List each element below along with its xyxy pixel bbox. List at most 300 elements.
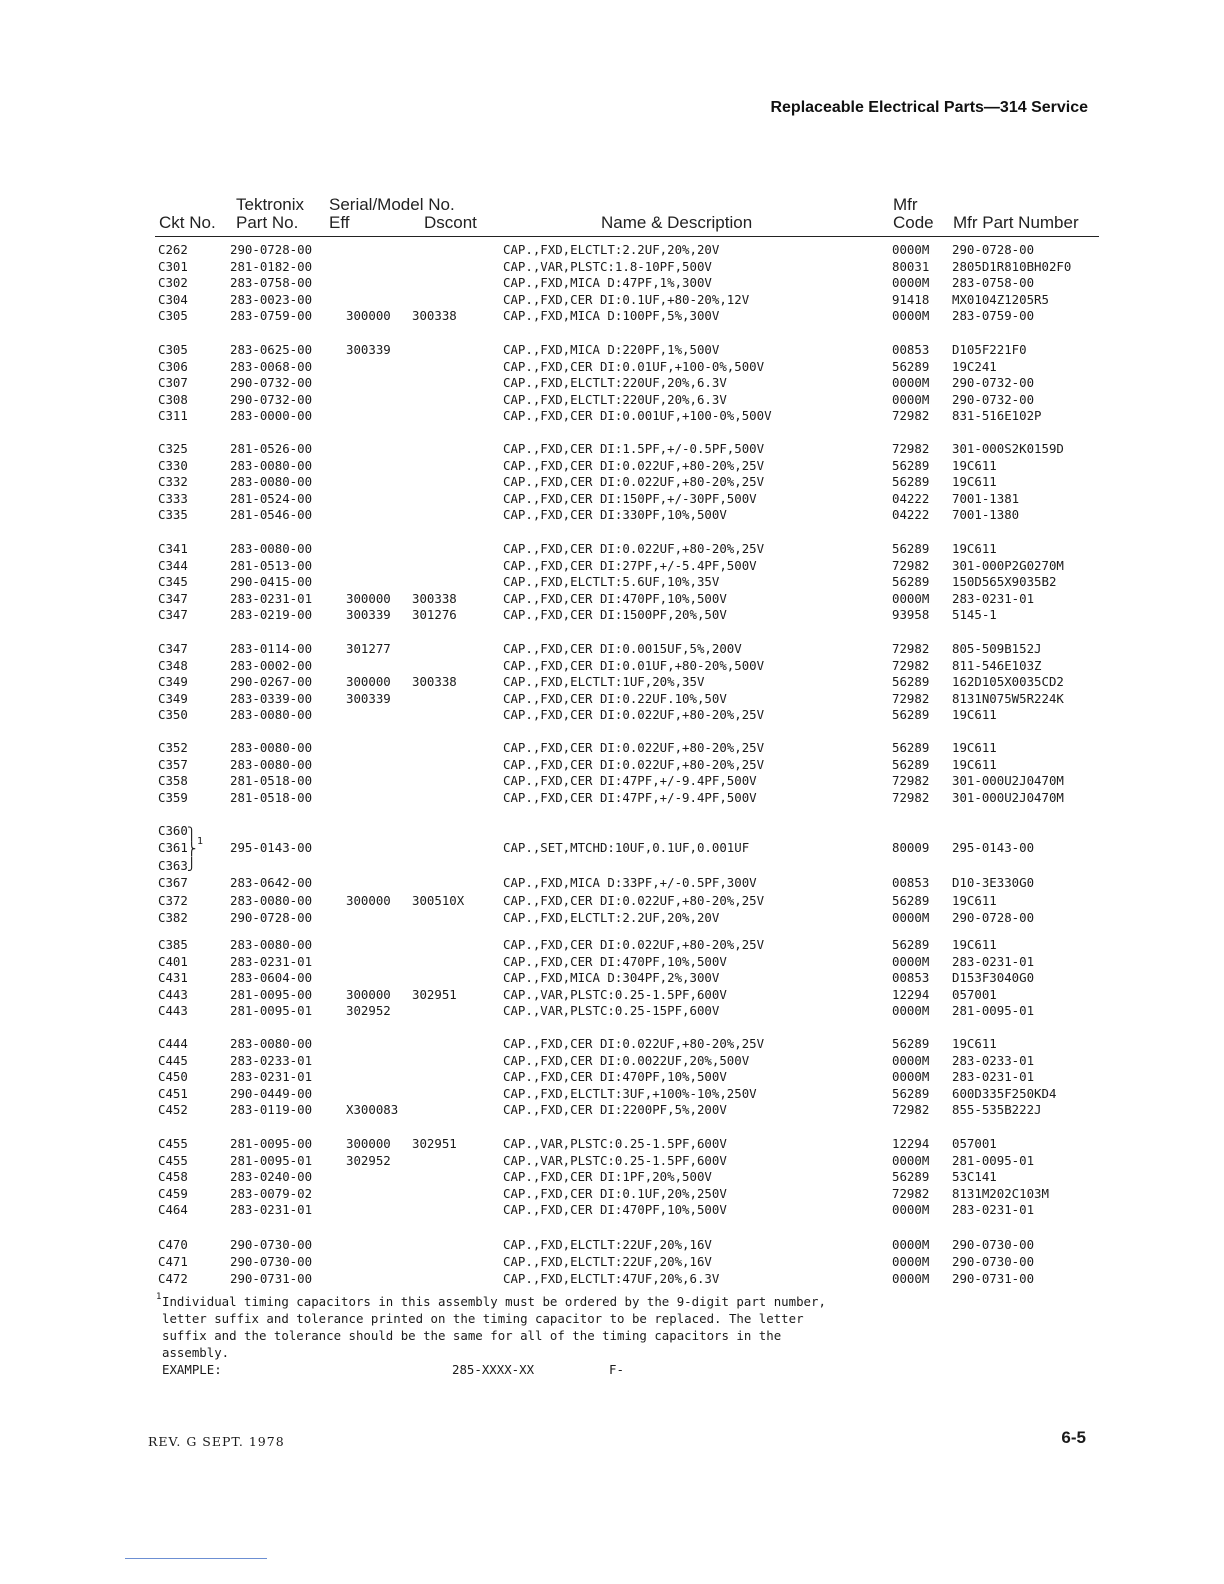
cell-part-no: 281-0518-00: [230, 789, 313, 805]
cell-ckt-no: C445: [158, 1052, 188, 1068]
cell-part-no: 283-0625-00: [230, 342, 313, 357]
col-head-mfr-part-number: Mfr Part Number: [953, 213, 1079, 232]
cell-mfr-code: 72982: [892, 441, 930, 456]
cell-ckt-no: C367: [158, 875, 188, 891]
cell-ckt-no: C382: [158, 910, 188, 925]
col-head-eff: Eff: [329, 213, 350, 232]
cell-description: CAP.,FXD,CER DI:1PF,20%,500V: [503, 1169, 712, 1185]
col-head-dscont: Dscont: [424, 213, 477, 232]
cell-part-no: 283-0233-01: [230, 1052, 313, 1068]
cell-part-no: 290-0732-00: [230, 391, 313, 407]
cell-mfr-code: 72982: [892, 773, 930, 789]
cell-description: CAP.,FXD,CER DI:470PF,10%,500V: [503, 590, 727, 606]
cell-description: CAP.,FXD,ELCTLT:47UF,20%,6.3V: [503, 1271, 720, 1286]
cell-part-no: 283-0758-00: [230, 275, 313, 291]
cell-mfr-part-number: 290-0730-00: [952, 1254, 1035, 1269]
cell-mfr-part-number: 290-0732-00: [952, 375, 1035, 391]
cell-description: CAP.,FXD,CER DI:0.022UF,+80-20%,25V: [503, 541, 765, 556]
cell-ckt-no: C325: [158, 441, 188, 456]
cell-mfr-code: 56289: [892, 1169, 930, 1185]
cell-description: CAP.,FXD,ELCTLT:22UF,20%,16V: [503, 1237, 712, 1252]
cell-eff: 300339: [346, 690, 391, 706]
cell-mfr-code: 56289: [892, 740, 930, 755]
cell-ckt-no: C301: [158, 258, 188, 274]
cell-ckt-no: C471: [158, 1254, 188, 1269]
cell-mfr-part-number: 19C611: [952, 474, 997, 490]
cell-description: CAP.,FXD,CER DI:0.1UF,20%,250V: [503, 1185, 727, 1201]
cell-eff: 300000: [346, 590, 391, 606]
cell-description: CAP.,FXD,CER DI:47PF,+/-9.4PF,500V: [503, 789, 757, 805]
cell-ckt-no: C360: [158, 823, 188, 838]
cell-mfr-part-number: 19C611: [952, 937, 997, 952]
cell-description: CAP.,FXD,CER DI:1500PF,20%,50V: [503, 607, 727, 623]
cell-mfr-part-number: 283-0231-01: [952, 953, 1035, 969]
set-brace: ⎫: [188, 826, 196, 841]
cell-ckt-no: C308: [158, 391, 188, 407]
cell-part-no: 283-0339-00: [230, 690, 313, 706]
cell-ckt-no: C311: [158, 408, 188, 424]
cell-description: CAP.,FXD,CER DI:0.022UF,+80-20%,25V: [503, 892, 765, 908]
cell-mfr-code: 56289: [892, 707, 930, 723]
cell-mfr-part-number: 290-0728-00: [952, 910, 1035, 925]
cell-mfr-part-number: 7001-1381: [952, 490, 1020, 506]
cell-mfr-code: 0000M: [892, 1152, 930, 1168]
cell-ckt-no: C347: [158, 641, 188, 656]
cell-mfr-code: 0000M: [892, 308, 930, 324]
cell-part-no: 283-0080-00: [230, 457, 313, 473]
cell-part-no: 283-0080-00: [230, 756, 313, 772]
cell-ckt-no: C464: [158, 1202, 188, 1218]
cell-mfr-part-number: 301-000U2J0470M: [952, 773, 1064, 789]
cell-description: CAP.,FXD,ELCTLT:220UF,20%,6.3V: [503, 375, 727, 391]
cell-mfr-part-number: 295-0143-00: [952, 840, 1035, 856]
cell-mfr-part-number: 19C241: [952, 358, 997, 374]
cell-mfr-code: 0000M: [892, 1237, 930, 1252]
cell-part-no: 283-0080-00: [230, 740, 313, 755]
cell-ckt-no: C335: [158, 507, 188, 523]
cell-ckt-no: C361: [158, 840, 188, 856]
cell-mfr-part-number: 811-546E103Z: [952, 657, 1042, 673]
revision-date: REV. G SEPT. 1978: [148, 1434, 285, 1449]
col-head-code: Code: [893, 213, 934, 232]
cell-description: CAP.,FXD,ELCTLT:1UF,20%,35V: [503, 674, 705, 690]
footnote-line: Individual timing capacitors in this assembly must be ordered by the 9-digit part number,: [162, 1294, 826, 1309]
cell-ckt-no: C385: [158, 937, 188, 952]
cell-mfr-code: 56289: [892, 541, 930, 556]
cell-description: CAP.,FXD,CER DI:0.0015UF,5%,200V: [503, 641, 742, 656]
cell-ckt-no: C262: [158, 242, 188, 257]
cell-part-no: 281-0518-00: [230, 773, 313, 789]
cell-part-no: 283-0119-00: [230, 1102, 313, 1118]
cell-part-no: 290-0730-00: [230, 1254, 313, 1269]
cell-part-no: 281-0526-00: [230, 441, 313, 456]
cell-mfr-code: 0000M: [892, 953, 930, 969]
cell-part-no: 283-0023-00: [230, 291, 313, 307]
col-head-serial-model: Serial/Model No.: [329, 195, 455, 214]
cell-mfr-code: 56289: [892, 674, 930, 690]
col-head-name-description: Name & Description: [601, 213, 753, 232]
cell-ckt-no: C350: [158, 707, 188, 723]
cell-ckt-no: C358: [158, 773, 188, 789]
cell-ckt-no: C472: [158, 1271, 188, 1286]
cell-mfr-code: 80009: [892, 840, 930, 856]
cell-mfr-part-number: MX0104Z1205R5: [952, 291, 1049, 307]
cell-ckt-no: C345: [158, 574, 188, 590]
cell-mfr-part-number: 53C141: [952, 1169, 997, 1185]
cell-mfr-code: 12294: [892, 986, 930, 1002]
cell-eff: X300083: [346, 1102, 399, 1118]
cell-mfr-part-number: 19C611: [952, 756, 997, 772]
cell-ckt-no: C332: [158, 474, 188, 490]
cell-part-no: 283-0080-00: [230, 937, 313, 952]
cell-part-no: 283-0080-00: [230, 892, 313, 908]
cell-description: CAP.,FXD,MICA D:100PF,5%,300V: [503, 308, 720, 324]
cell-description: CAP.,FXD,CER DI:0.001UF,+100-0%,500V: [503, 408, 772, 424]
cell-part-no: 290-0730-00: [230, 1237, 313, 1252]
cell-ckt-no: C341: [158, 541, 188, 556]
cell-description: CAP.,FXD,CER DI:0.022UF,+80-20%,25V: [503, 474, 765, 490]
cell-mfr-part-number: 281-0095-01: [952, 1152, 1035, 1168]
cell-ckt-no: C302: [158, 275, 188, 291]
col-head-ckt-no: Ckt No.: [159, 213, 216, 232]
footnote-mark: 1: [156, 1292, 162, 1302]
cell-description: CAP.,FXD,ELCTLT:220UF,20%,6.3V: [503, 391, 727, 407]
cell-ckt-no: C431: [158, 970, 188, 986]
cell-mfr-code: 0000M: [892, 375, 930, 391]
cell-description: CAP.,FXD,CER DI:470PF,10%,500V: [503, 1069, 727, 1085]
footnote-line: letter suffix and tolerance printed on the timing capacitor to be replaced. The letter: [162, 1311, 804, 1326]
cell-mfr-code: 72982: [892, 690, 930, 706]
cell-ckt-no: C444: [158, 1036, 188, 1051]
cell-mfr-code: 12294: [892, 1136, 930, 1151]
cell-mfr-code: 56289: [892, 457, 930, 473]
cell-ckt-no: C304: [158, 291, 188, 307]
cell-mfr-code: 72982: [892, 557, 930, 573]
cell-eff: 300000: [346, 674, 391, 690]
cell-mfr-part-number: 283-0231-01: [952, 1202, 1035, 1218]
cell-part-no: 281-0095-01: [230, 1152, 313, 1168]
cell-ckt-no: C305: [158, 342, 188, 357]
cell-mfr-part-number: 5145-1: [952, 607, 997, 623]
cell-part-no: 281-0095-00: [230, 986, 313, 1002]
cell-ckt-no: C443: [158, 1003, 188, 1019]
cell-ckt-no: C372: [158, 892, 188, 908]
col-head-tektronix: Tektronix: [236, 195, 305, 214]
cell-mfr-part-number: 8131N075W5R224K: [952, 690, 1064, 706]
cell-dscont: 302951: [412, 986, 457, 1002]
cell-mfr-code: 0000M: [892, 242, 930, 257]
example-part: 285-XXXX-XX: [452, 1362, 535, 1377]
cell-mfr-code: 80031: [892, 258, 930, 274]
cell-eff: 300339: [346, 342, 391, 357]
cell-ckt-no: C455: [158, 1136, 188, 1151]
cell-part-no: 281-0095-00: [230, 1136, 313, 1151]
cell-description: CAP.,FXD,ELCTLT:5.6UF,10%,35V: [503, 574, 720, 590]
cell-mfr-part-number: 283-0231-01: [952, 1069, 1035, 1085]
cell-mfr-part-number: 831-516E102P: [952, 408, 1042, 424]
cell-mfr-code: 00853: [892, 970, 930, 986]
cell-mfr-part-number: 8131M202C103M: [952, 1185, 1049, 1201]
cell-description: CAP.,SET,MTCHD:10UF,0.1UF,0.001UF: [503, 840, 750, 856]
cell-part-no: 281-0513-00: [230, 557, 313, 573]
col-head-part-no: Part No.: [236, 213, 299, 232]
cell-description: CAP.,FXD,ELCTLT:3UF,+100%-10%,250V: [503, 1085, 757, 1101]
cell-ckt-no: C349: [158, 674, 188, 690]
cell-mfr-part-number: 281-0095-01: [952, 1003, 1035, 1019]
page-number: 6-5: [1061, 1428, 1086, 1447]
cell-mfr-code: 56289: [892, 1036, 930, 1051]
cell-mfr-code: 0000M: [892, 1202, 930, 1218]
cell-mfr-part-number: 19C611: [952, 1036, 997, 1051]
cell-eff: 300000: [346, 1136, 391, 1151]
cell-description: CAP.,VAR,PLSTC:0.25-1.5PF,600V: [503, 986, 727, 1002]
cell-ckt-no: C451: [158, 1085, 188, 1101]
cell-mfr-part-number: D105F221F0: [952, 342, 1027, 357]
cell-dscont: 301276: [412, 607, 457, 623]
cell-dscont: 302951: [412, 1136, 457, 1151]
cell-mfr-part-number: 150D565X9035B2: [952, 574, 1057, 590]
cell-mfr-code: 00853: [892, 875, 930, 891]
cell-description: CAP.,FXD,CER DI:0.022UF,+80-20%,25V: [503, 937, 765, 952]
cell-ckt-no: C349: [158, 690, 188, 706]
cell-part-no: 283-0114-00: [230, 641, 313, 656]
cell-mfr-part-number: 290-0731-00: [952, 1271, 1035, 1286]
cell-mfr-code: 56289: [892, 574, 930, 590]
cell-mfr-part-number: 283-0231-01: [952, 590, 1035, 606]
cell-part-no: 283-0231-01: [230, 953, 313, 969]
cell-description: CAP.,FXD,CER DI:150PF,+/-30PF,500V: [503, 490, 757, 506]
cell-ckt-no: C348: [158, 657, 188, 673]
cell-eff: 300000: [346, 986, 391, 1002]
cell-mfr-code: 04222: [892, 507, 930, 523]
cell-eff: 301277: [346, 641, 391, 656]
cell-mfr-part-number: 283-0233-01: [952, 1052, 1035, 1068]
cell-part-no: 281-0095-01: [230, 1003, 313, 1019]
cell-mfr-code: 56289: [892, 937, 930, 952]
cell-mfr-code: 93958: [892, 607, 930, 623]
cell-description: CAP.,VAR,PLSTC:1.8-10PF,500V: [503, 258, 712, 274]
cell-ckt-no: C347: [158, 590, 188, 606]
cell-part-no: 290-0731-00: [230, 1271, 313, 1286]
cell-description: CAP.,FXD,CER DI:0.01UF,+100-0%,500V: [503, 358, 765, 374]
cell-mfr-part-number: 805-509B152J: [952, 641, 1042, 656]
cell-part-no: 283-0080-00: [230, 474, 313, 490]
cell-mfr-code: 00853: [892, 342, 930, 357]
cell-mfr-code: 0000M: [892, 275, 930, 291]
cell-description: CAP.,FXD,CER DI:2200PF,5%,200V: [503, 1102, 727, 1118]
cell-ckt-no: C333: [158, 490, 188, 506]
cell-mfr-part-number: 290-0728-00: [952, 242, 1035, 257]
cell-description: CAP.,FXD,CER DI:27PF,+/-5.4PF,500V: [503, 557, 757, 573]
cell-mfr-part-number: 7001-1380: [952, 507, 1020, 523]
cell-mfr-part-number: 19C611: [952, 707, 997, 723]
cell-mfr-part-number: 855-535B222J: [952, 1102, 1042, 1118]
cell-ckt-no: C443: [158, 986, 188, 1002]
cell-description: CAP.,FXD,CER DI:1.5PF,+/-0.5PF,500V: [503, 441, 765, 456]
cell-part-no: 281-0546-00: [230, 507, 313, 523]
cell-mfr-code: 0000M: [892, 1069, 930, 1085]
cell-ckt-no: C306: [158, 358, 188, 374]
cell-ckt-no: C450: [158, 1069, 188, 1085]
col-head-mfr: Mfr: [893, 195, 918, 214]
cell-mfr-code: 0000M: [892, 1003, 930, 1019]
cell-part-no: 283-0604-00: [230, 970, 313, 986]
cell-mfr-part-number: 2805D1R810BH02F0: [952, 258, 1072, 274]
cell-ckt-no: C352: [158, 740, 188, 755]
cell-mfr-part-number: 057001: [952, 1136, 997, 1151]
cell-part-no: 290-0267-00: [230, 674, 313, 690]
cell-mfr-code: 0000M: [892, 1271, 930, 1286]
cell-mfr-code: 72982: [892, 657, 930, 673]
example-suffix: F-: [609, 1362, 624, 1377]
cell-description: CAP.,VAR,PLSTC:0.25-1.5PF,600V: [503, 1152, 727, 1168]
bottom-rule: [125, 1558, 267, 1559]
cell-description: CAP.,FXD,CER DI:330PF,10%,500V: [503, 507, 727, 523]
cell-description: CAP.,FXD,CER DI:0.1UF,+80-20%,12V: [503, 291, 750, 307]
cell-part-no: 290-0449-00: [230, 1085, 313, 1101]
cell-part-no: 283-0231-01: [230, 1069, 313, 1085]
cell-mfr-code: 0000M: [892, 391, 930, 407]
cell-part-no: 281-0524-00: [230, 490, 313, 506]
cell-description: CAP.,FXD,ELCTLT:22UF,20%,16V: [503, 1254, 712, 1269]
cell-ckt-no: C357: [158, 756, 188, 772]
cell-part-no: 283-0240-00: [230, 1169, 313, 1185]
cell-mfr-part-number: 290-0732-00: [952, 391, 1035, 407]
cell-part-no: 283-0079-02: [230, 1185, 313, 1201]
cell-mfr-part-number: 19C611: [952, 541, 997, 556]
cell-mfr-part-number: 290-0730-00: [952, 1237, 1035, 1252]
cell-mfr-code: 72982: [892, 1185, 930, 1201]
cell-description: CAP.,FXD,CER DI:0.022UF,+80-20%,25V: [503, 740, 765, 755]
cell-description: CAP.,VAR,PLSTC:0.25-1.5PF,600V: [503, 1136, 727, 1151]
cell-ckt-no: C344: [158, 557, 188, 573]
cell-part-no: 283-0759-00: [230, 308, 313, 324]
cell-description: CAP.,FXD,CER DI:470PF,10%,500V: [503, 953, 727, 969]
set-brace-mid: ⎬: [188, 841, 196, 856]
cell-part-no: 290-0415-00: [230, 574, 313, 590]
set-brace-end: ⎭: [188, 856, 196, 871]
cell-ckt-no: C307: [158, 375, 188, 391]
cell-mfr-code: 56289: [892, 474, 930, 490]
cell-ckt-no: C347: [158, 607, 188, 623]
cell-description: CAP.,FXD,ELCTLT:2.2UF,20%,20V: [503, 242, 720, 257]
cell-description: CAP.,FXD,MICA D:220PF,1%,500V: [503, 342, 720, 357]
cell-mfr-code: 72982: [892, 408, 930, 424]
cell-mfr-part-number: 057001: [952, 986, 997, 1002]
cell-part-no: 283-0080-00: [230, 707, 313, 723]
cell-ckt-no: C452: [158, 1102, 188, 1118]
cell-description: CAP.,FXD,CER DI:0.01UF,+80-20%,500V: [503, 657, 765, 673]
cell-ckt-no: C363: [158, 857, 188, 873]
cell-mfr-code: 0000M: [892, 1052, 930, 1068]
cell-ckt-no: C455: [158, 1152, 188, 1168]
cell-mfr-code: 56289: [892, 358, 930, 374]
cell-dscont: 300338: [412, 590, 457, 606]
cell-mfr-part-number: 600D335F250KD4: [952, 1085, 1057, 1101]
cell-description: CAP.,FXD,MICA D:47PF,1%,300V: [503, 275, 712, 291]
cell-ckt-no: C305: [158, 308, 188, 324]
cell-mfr-code: 0000M: [892, 910, 930, 925]
cell-part-no: 283-0068-00: [230, 358, 313, 374]
cell-mfr-part-number: 301-000S2K0159D: [952, 441, 1064, 456]
cell-mfr-part-number: 283-0758-00: [952, 275, 1035, 291]
footnote-line: suffix and the tolerance should be the same for all of the timing capacitors in the: [162, 1328, 782, 1343]
cell-mfr-code: 72982: [892, 1102, 930, 1118]
cell-ckt-no: C459: [158, 1185, 188, 1201]
cell-description: CAP.,FXD,CER DI:47PF,+/-9.4PF,500V: [503, 773, 757, 789]
cell-mfr-part-number: 162D105X0035CD2: [952, 674, 1064, 690]
cell-description: CAP.,FXD,CER DI:0.022UF,+80-20%,25V: [503, 1036, 765, 1051]
footnote-line: assembly.: [162, 1345, 230, 1360]
cell-mfr-part-number: D10-3E330G0: [952, 875, 1035, 891]
cell-description: CAP.,FXD,CER DI:0.0022UF,20%,500V: [503, 1052, 750, 1068]
cell-ckt-no: C458: [158, 1169, 188, 1185]
cell-dscont: 300510X: [412, 892, 465, 908]
cell-part-no: 283-0080-00: [230, 541, 313, 556]
cell-eff: 300339: [346, 607, 391, 623]
cell-part-no: 283-0642-00: [230, 875, 313, 891]
cell-description: CAP.,FXD,CER DI:0.022UF,+80-20%,25V: [503, 707, 765, 723]
cell-mfr-part-number: 19C611: [952, 892, 997, 908]
cell-mfr-part-number: 301-000P2G0270M: [952, 557, 1064, 573]
cell-mfr-part-number: 301-000U2J0470M: [952, 789, 1064, 805]
cell-part-no: 283-0080-00: [230, 1036, 313, 1051]
cell-mfr-code: 56289: [892, 892, 930, 908]
cell-description: CAP.,FXD,CER DI:0.22UF.10%,50V: [503, 690, 727, 706]
cell-part-no: 283-0231-01: [230, 590, 313, 606]
example-label: EXAMPLE:: [162, 1362, 222, 1377]
header-rule: [155, 236, 1099, 237]
page-header-title: Replaceable Electrical Parts—314 Service: [770, 99, 1088, 116]
cell-mfr-code: 56289: [892, 1085, 930, 1101]
cell-eff: 300000: [346, 308, 391, 324]
cell-mfr-code: 91418: [892, 291, 930, 307]
cell-eff: 302952: [346, 1152, 391, 1168]
cell-eff: 300000: [346, 892, 391, 908]
cell-part-no: 295-0143-00: [230, 840, 313, 856]
cell-mfr-code: 56289: [892, 756, 930, 772]
cell-mfr-code: 0000M: [892, 1254, 930, 1269]
cell-description: CAP.,FXD,ELCTLT:2.2UF,20%,20V: [503, 910, 720, 925]
cell-ckt-no: C470: [158, 1237, 188, 1252]
cell-part-no: 283-0231-01: [230, 1202, 313, 1218]
cell-description: CAP.,FXD,CER DI:0.022UF,+80-20%,25V: [503, 756, 765, 772]
cell-mfr-code: 72982: [892, 641, 930, 656]
set-footnote-ref: 1: [197, 836, 204, 847]
cell-part-no: 281-0182-00: [230, 258, 313, 274]
cell-mfr-code: 04222: [892, 490, 930, 506]
cell-ckt-no: C330: [158, 457, 188, 473]
cell-mfr-part-number: 19C611: [952, 740, 997, 755]
cell-part-no: 290-0728-00: [230, 242, 313, 257]
cell-part-no: 283-0002-00: [230, 657, 313, 673]
cell-description: CAP.,FXD,CER DI:470PF,10%,500V: [503, 1202, 727, 1218]
cell-part-no: 283-0219-00: [230, 607, 313, 623]
cell-mfr-code: 0000M: [892, 590, 930, 606]
cell-mfr-part-number: 19C611: [952, 457, 997, 473]
cell-part-no: 283-0000-00: [230, 408, 313, 424]
cell-description: CAP.,FXD,MICA D:33PF,+/-0.5PF,300V: [503, 875, 757, 891]
cell-ckt-no: C401: [158, 953, 188, 969]
cell-mfr-part-number: 283-0759-00: [952, 308, 1035, 324]
cell-part-no: 290-0732-00: [230, 375, 313, 391]
cell-dscont: 300338: [412, 308, 457, 324]
cell-description: CAP.,VAR,PLSTC:0.25-15PF,600V: [503, 1003, 720, 1019]
cell-mfr-code: 72982: [892, 789, 930, 805]
cell-ckt-no: C359: [158, 789, 188, 805]
cell-dscont: 300338: [412, 674, 457, 690]
cell-eff: 302952: [346, 1003, 391, 1019]
